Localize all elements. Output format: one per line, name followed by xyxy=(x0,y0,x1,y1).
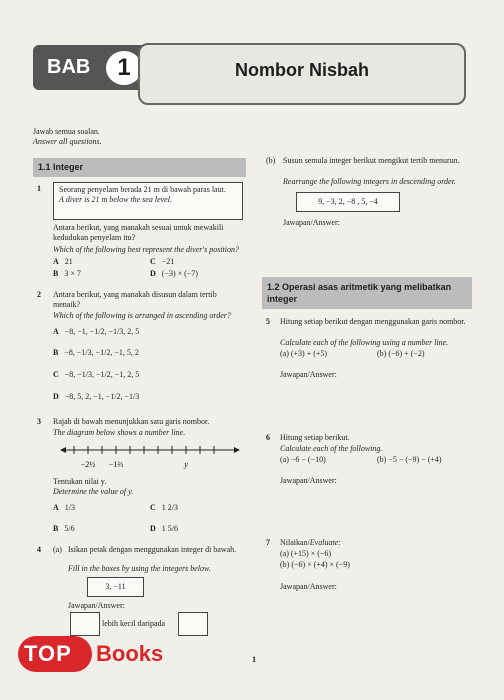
q2-stem-malay: Antara berikut, yang manakah disusun dalam tertib menaik? xyxy=(53,290,217,309)
tick-label-1: −2½ xyxy=(80,460,96,469)
instruction-malay: Jawab semua soalan. xyxy=(33,127,100,136)
q7-number: 7 xyxy=(266,538,270,547)
q1-option-d[interactable]: D (−3) × (−7) xyxy=(150,269,198,278)
q4-part-a-label: (a) xyxy=(53,545,62,554)
q2-stem-english: Which of the following is arranged in ascending order? xyxy=(53,311,231,320)
q2-option-b[interactable]: B −8, −1/3, −1/2, −1, 5, 2 xyxy=(53,348,139,357)
q5-part-b: (b) (−6) + (−2) xyxy=(377,349,425,358)
q6-part-a: (a) −6 − (−10) xyxy=(280,455,326,464)
q2-option-c[interactable]: C −8, −1/3, −1/2, −1, 2, 5 xyxy=(53,370,140,379)
q6-stem-english: Calculate each of the following. xyxy=(280,444,383,453)
q7-part-a: (a) (+15) × (−6) xyxy=(280,549,332,558)
q4-answer-box-1[interactable] xyxy=(70,612,100,636)
q4-answer-label: Jawapan/Answer: xyxy=(68,601,125,610)
q1-option-c[interactable]: C −21 xyxy=(150,257,175,266)
q1-stem-english: Which of the following best represent the diver's position? xyxy=(53,245,239,254)
q4-part-b-english: Rearrange the following integers in descending order. xyxy=(283,177,456,186)
q6-part-b: (b) −5 − (−9) − (+4) xyxy=(377,455,442,464)
section-1-2-heading: 1.2 Operasi asas aritmetik yang melibatkan integer xyxy=(262,277,472,309)
q2-number: 2 xyxy=(37,290,41,299)
q6-answer-label: Jawapan/Answer: xyxy=(280,476,337,485)
q2-option-d[interactable]: D −8, 5, 2, −1, −1/2, −1/3 xyxy=(53,392,140,401)
q3-option-b[interactable]: B 5/6 xyxy=(53,524,75,533)
q1-box-english: A diver is 21 m below the sea level. xyxy=(59,195,172,204)
watermark-top: TOP xyxy=(24,641,72,666)
q2-option-a[interactable]: A −8, −1, −1/2, −1/3, 2, 5 xyxy=(53,327,140,336)
q3-option-c[interactable]: C 1 2/3 xyxy=(150,503,179,512)
q5-number: 5 xyxy=(266,317,270,326)
q5-stem-malay: Hitung setiap berikut dengan menggunakan garis nombor. xyxy=(280,317,466,326)
q4-integers-box: 3, −11 xyxy=(87,577,144,597)
q1-option-b[interactable]: B 3 × 7 xyxy=(53,269,81,278)
q5-stem-english: Calculate each of the following using a number line. xyxy=(280,338,449,347)
bab-label: BAB xyxy=(47,56,91,78)
q7-part-b: (b) (−6) × (+4) × (−9) xyxy=(280,560,350,569)
q4-number: 4 xyxy=(37,545,41,554)
q3-number: 3 xyxy=(37,417,41,426)
tick-label-2: −1⅔ xyxy=(108,460,124,469)
tick-label-y: y xyxy=(184,460,188,469)
q7-stem: Nilaikan/Evaluate: xyxy=(280,538,341,547)
page-number: 1 xyxy=(252,655,256,664)
q3-stem-english: The diagram below shows a number line. xyxy=(53,428,186,437)
q6-number: 6 xyxy=(266,433,270,442)
q3-ask-malay: Tentukan nilai y. xyxy=(53,477,107,486)
q1-option-a[interactable]: A 21 xyxy=(53,257,73,266)
watermark-books: Books xyxy=(96,641,164,666)
q6-stem-malay: Hitung setiap berikut. xyxy=(280,433,350,442)
q4-b-integers-box: 9, −3, 2, −8 , 5, −4 xyxy=(296,192,400,212)
q4-part-b-label: (b) xyxy=(266,156,276,165)
q1-statement-box xyxy=(53,182,243,220)
q3-stem-malay: Rajah di bawah menunjukkan satu garis nombor. xyxy=(53,417,210,426)
q1-stem-malay: Antara berikut, yang manakah sesuai untuk mewakili kedudukan penyelam itu? xyxy=(53,223,224,242)
q4-answer-box-2[interactable] xyxy=(178,612,208,636)
q4-part-a-english: Fill in the boxes by using the integers below. xyxy=(68,564,211,573)
q4-b-answer-label: Jawapan/Answer: xyxy=(283,218,340,227)
chapter-number: 1 xyxy=(103,48,145,88)
q1-number: 1 xyxy=(37,184,41,193)
chapter-title: Nombor Nisbah xyxy=(234,60,369,80)
q3-ask-english: Determine the value of y. xyxy=(53,487,134,496)
number-line xyxy=(60,440,240,472)
section-1-1-heading: 1.1 Integer xyxy=(33,158,246,177)
q3-option-d[interactable]: D 1 5/6 xyxy=(150,524,179,533)
q7-answer-label: Jawapan/Answer: xyxy=(280,582,337,591)
instruction-english: Answer all questions. xyxy=(33,137,102,146)
q3-option-a[interactable]: A 1/3 xyxy=(53,503,76,512)
q4-compare-text: lebih kecil daripada xyxy=(102,619,166,628)
q4-part-b-malay: Susun semula integer berikut mengikut tertib menurun. xyxy=(283,156,460,165)
q1-box-malay: Seorang penyelam berada 21 m di bawah paras laut. xyxy=(59,185,226,194)
q5-answer-label: Jawapan/Answer: xyxy=(280,370,337,379)
q4-part-a-malay: Isikan petak dengan menggunakan integer di bawah. xyxy=(68,545,237,554)
q5-part-a: (a) (+3) + (+5) xyxy=(280,349,328,358)
